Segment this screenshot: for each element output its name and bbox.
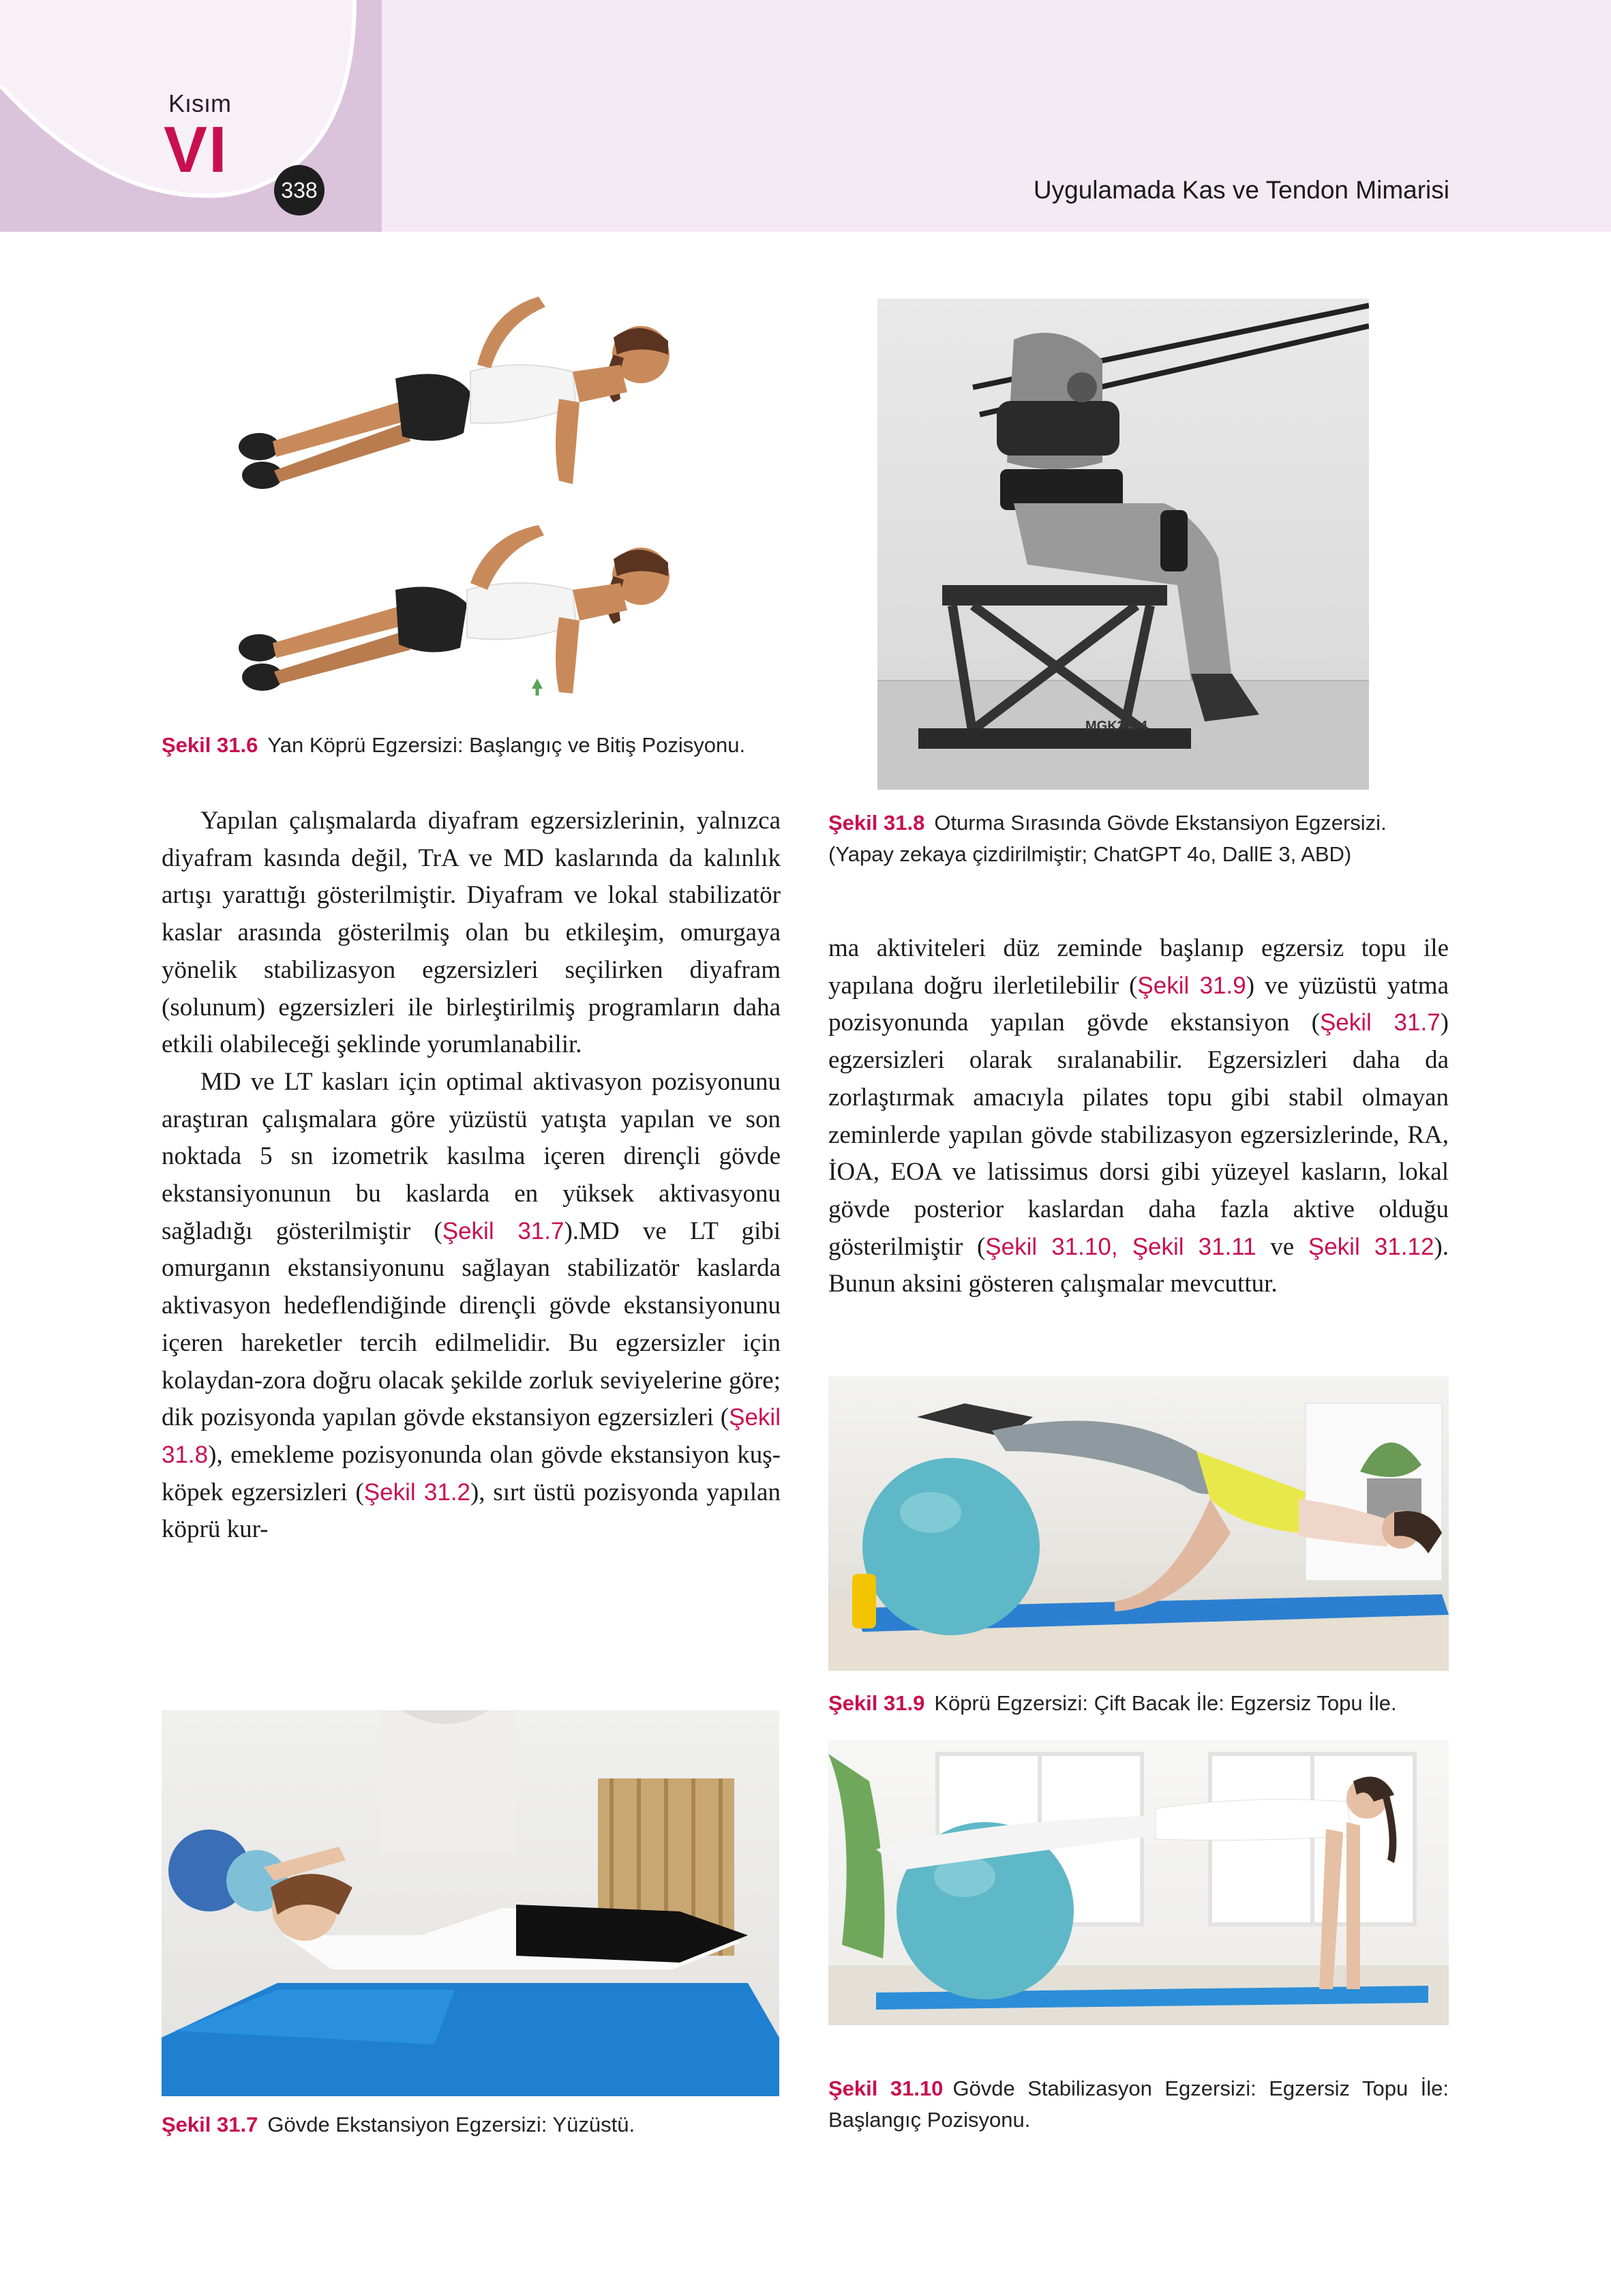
figure-ref-link[interactable]: Şekil 31.7	[1319, 1009, 1441, 1037]
paragraph-3-text-c: ) egzersizleri olarak sıralanabilir. Egzersizleri daha da zorlaştırmak amacıyla pilates topu gibi stabil olmayan zeminlerde yapılan gövde stabilizasyon egzersizlerinde, RA, İOA, EOA ve latissimus dorsi gibi yüzeyel kasların, lokal gövde posterior kaslardan daha fazla aktive olduğu gösterilmiştir (	[828, 1009, 1449, 1261]
image-watermark: MGK2024	[1085, 719, 1148, 734]
figure-ref-link[interactable]: Şekil 31.11	[1132, 1233, 1256, 1260]
side-bridge-end-illustration	[239, 525, 669, 696]
ref-separator: ,	[1111, 1233, 1132, 1260]
left-column-text	[162, 803, 781, 1549]
part-label: Kısım	[168, 89, 232, 117]
side-bridge-start-illustration	[239, 297, 669, 489]
paragraph-1: Yapılan çalışmalarda diyafram egzersizlerinin, yalnızca diyafram kasında değil, TrA ve MD kaslarında da kalınlık artışı yarattığı gösterilmiştir. Diyafram ve lokal stabilizatör kaslar arasında gösterilmiş olan bu etkileşim, omurgaya yönelik stabilizasyon egzersizleri seçilirken diyafram (solunum) egzersizleri ile birleştirilmiş programların daha etkili olabileceği şeklinde yorumlanabilir.	[162, 807, 781, 1059]
figure-label: Şekil 31.10	[828, 2076, 944, 2100]
figure-caption-31-6	[162, 730, 755, 761]
paragraph-2-text-a: MD ve LT kasları için optimal aktivasyon pozisyonunu araştıran çalışmalara göre yüzüstü yatışta yapılan ve son noktada 5 sn izometrik kasılma içeren dirençli gövde ekstansiyonunun bu kaslarda en yüksek aktivasyonu sağladığı gösterilmiştir (	[162, 1067, 781, 1245]
figure-ref-link[interactable]: Şekil 31.8	[162, 1404, 781, 1468]
paragraph-2-text-b: ).MD ve LT gibi omurganın ekstansiyonunu sağlayan stabilizatör kaslarda aktivasyon hedeflendiğinde dirençli gövde ekstansiyonunu içeren hareketler tercih edilmelidir. Bu egzersizler için kolaydan-zora doğru olacak şekilde zorluk seviyelerine göre; dik pozisyonda yapılan gövde ekstansiyon egzersizleri (	[162, 1217, 781, 1432]
figure-seated-trunk-extension	[877, 299, 1369, 790]
figure-ball-bridge	[828, 1376, 1449, 1671]
figure-ref-link[interactable]: Şekil 31.10	[985, 1233, 1111, 1260]
figure-caption-31-9	[828, 1688, 1449, 1719]
running-title: Uygulamada Kas ve Tendon Mimarisi	[1033, 176, 1449, 204]
figure-ref-link[interactable]: Şekil 31.9	[1137, 972, 1246, 999]
figure-caption-text: Yan Köprü Egzersizi: Başlangıç ve Bitiş Pozisyonu.	[267, 733, 746, 757]
paragraph-3	[828, 930, 1449, 1303]
part-number: VI	[164, 113, 228, 186]
paragraph-2	[162, 1064, 781, 1549]
figure-caption-text: Oturma Sırasında Gövde Ekstansiyon Egzersizi. (Yapay zekaya çizdirilmiştir; ChatGPT 4o, DallE 3, ABD)	[828, 811, 1387, 866]
figure-caption-31-7	[162, 2109, 779, 2141]
figure-caption-31-10	[828, 2073, 1449, 2136]
figure-caption-text: Gövde Ekstansiyon Egzersizi: Yüzüstü.	[267, 2113, 635, 2136]
figure-label: Şekil 31.7	[162, 2113, 258, 2136]
figure-label: Şekil 31.6	[162, 733, 258, 757]
paragraph-3-text-b: ) ve yüzüstü yatma pozisyonunda yapılan gövde ekstansiyon (	[828, 971, 1449, 1037]
paragraph-3-text-d: ). Bunun aksini gösteren çalışmalar mevcuttur.	[828, 1232, 1449, 1298]
figure-caption-text: Gövde Stabilizasyon Egzersizi: Egzersiz Topu İle: Başlangıç Pozisyonu.	[828, 2076, 1449, 2132]
figure-label: Şekil 31.9	[828, 1691, 925, 1715]
paragraph-2-text-c: ), emekleme pozisyonunda olan gövde ekstansiyon kuş-köpek egzersizleri (	[162, 1440, 781, 1506]
figure-side-bridge	[232, 290, 723, 706]
figure-ref-link[interactable]: Şekil 31.7	[442, 1217, 564, 1244]
paragraph-3-text-a: ma aktiviteleri düz zeminde başlanıp egzersiz topu ile yapılana doğru ilerletilebilir (	[828, 934, 1449, 1000]
figure-prone-trunk-extension	[162, 1710, 779, 2096]
figure-ref-link[interactable]: Şekil 31.2	[363, 1478, 470, 1506]
page-number: 338	[274, 165, 325, 215]
figure-caption-text: Köprü Egzersizi: Çift Bacak İle: Egzersiz Topu İle.	[934, 1691, 1397, 1715]
figure-label: Şekil 31.8	[828, 811, 925, 835]
paragraph-2-text-d: ), sırt üstü pozisyonda yapılan köprü kur-	[162, 1478, 781, 1544]
figure-ref-link[interactable]: Şekil 31.12	[1308, 1233, 1434, 1260]
ref-separator: ve	[1256, 1232, 1308, 1261]
figure-ball-plank	[828, 1740, 1449, 2025]
right-column-text	[828, 930, 1449, 1303]
figure-caption-31-8	[828, 807, 1449, 870]
